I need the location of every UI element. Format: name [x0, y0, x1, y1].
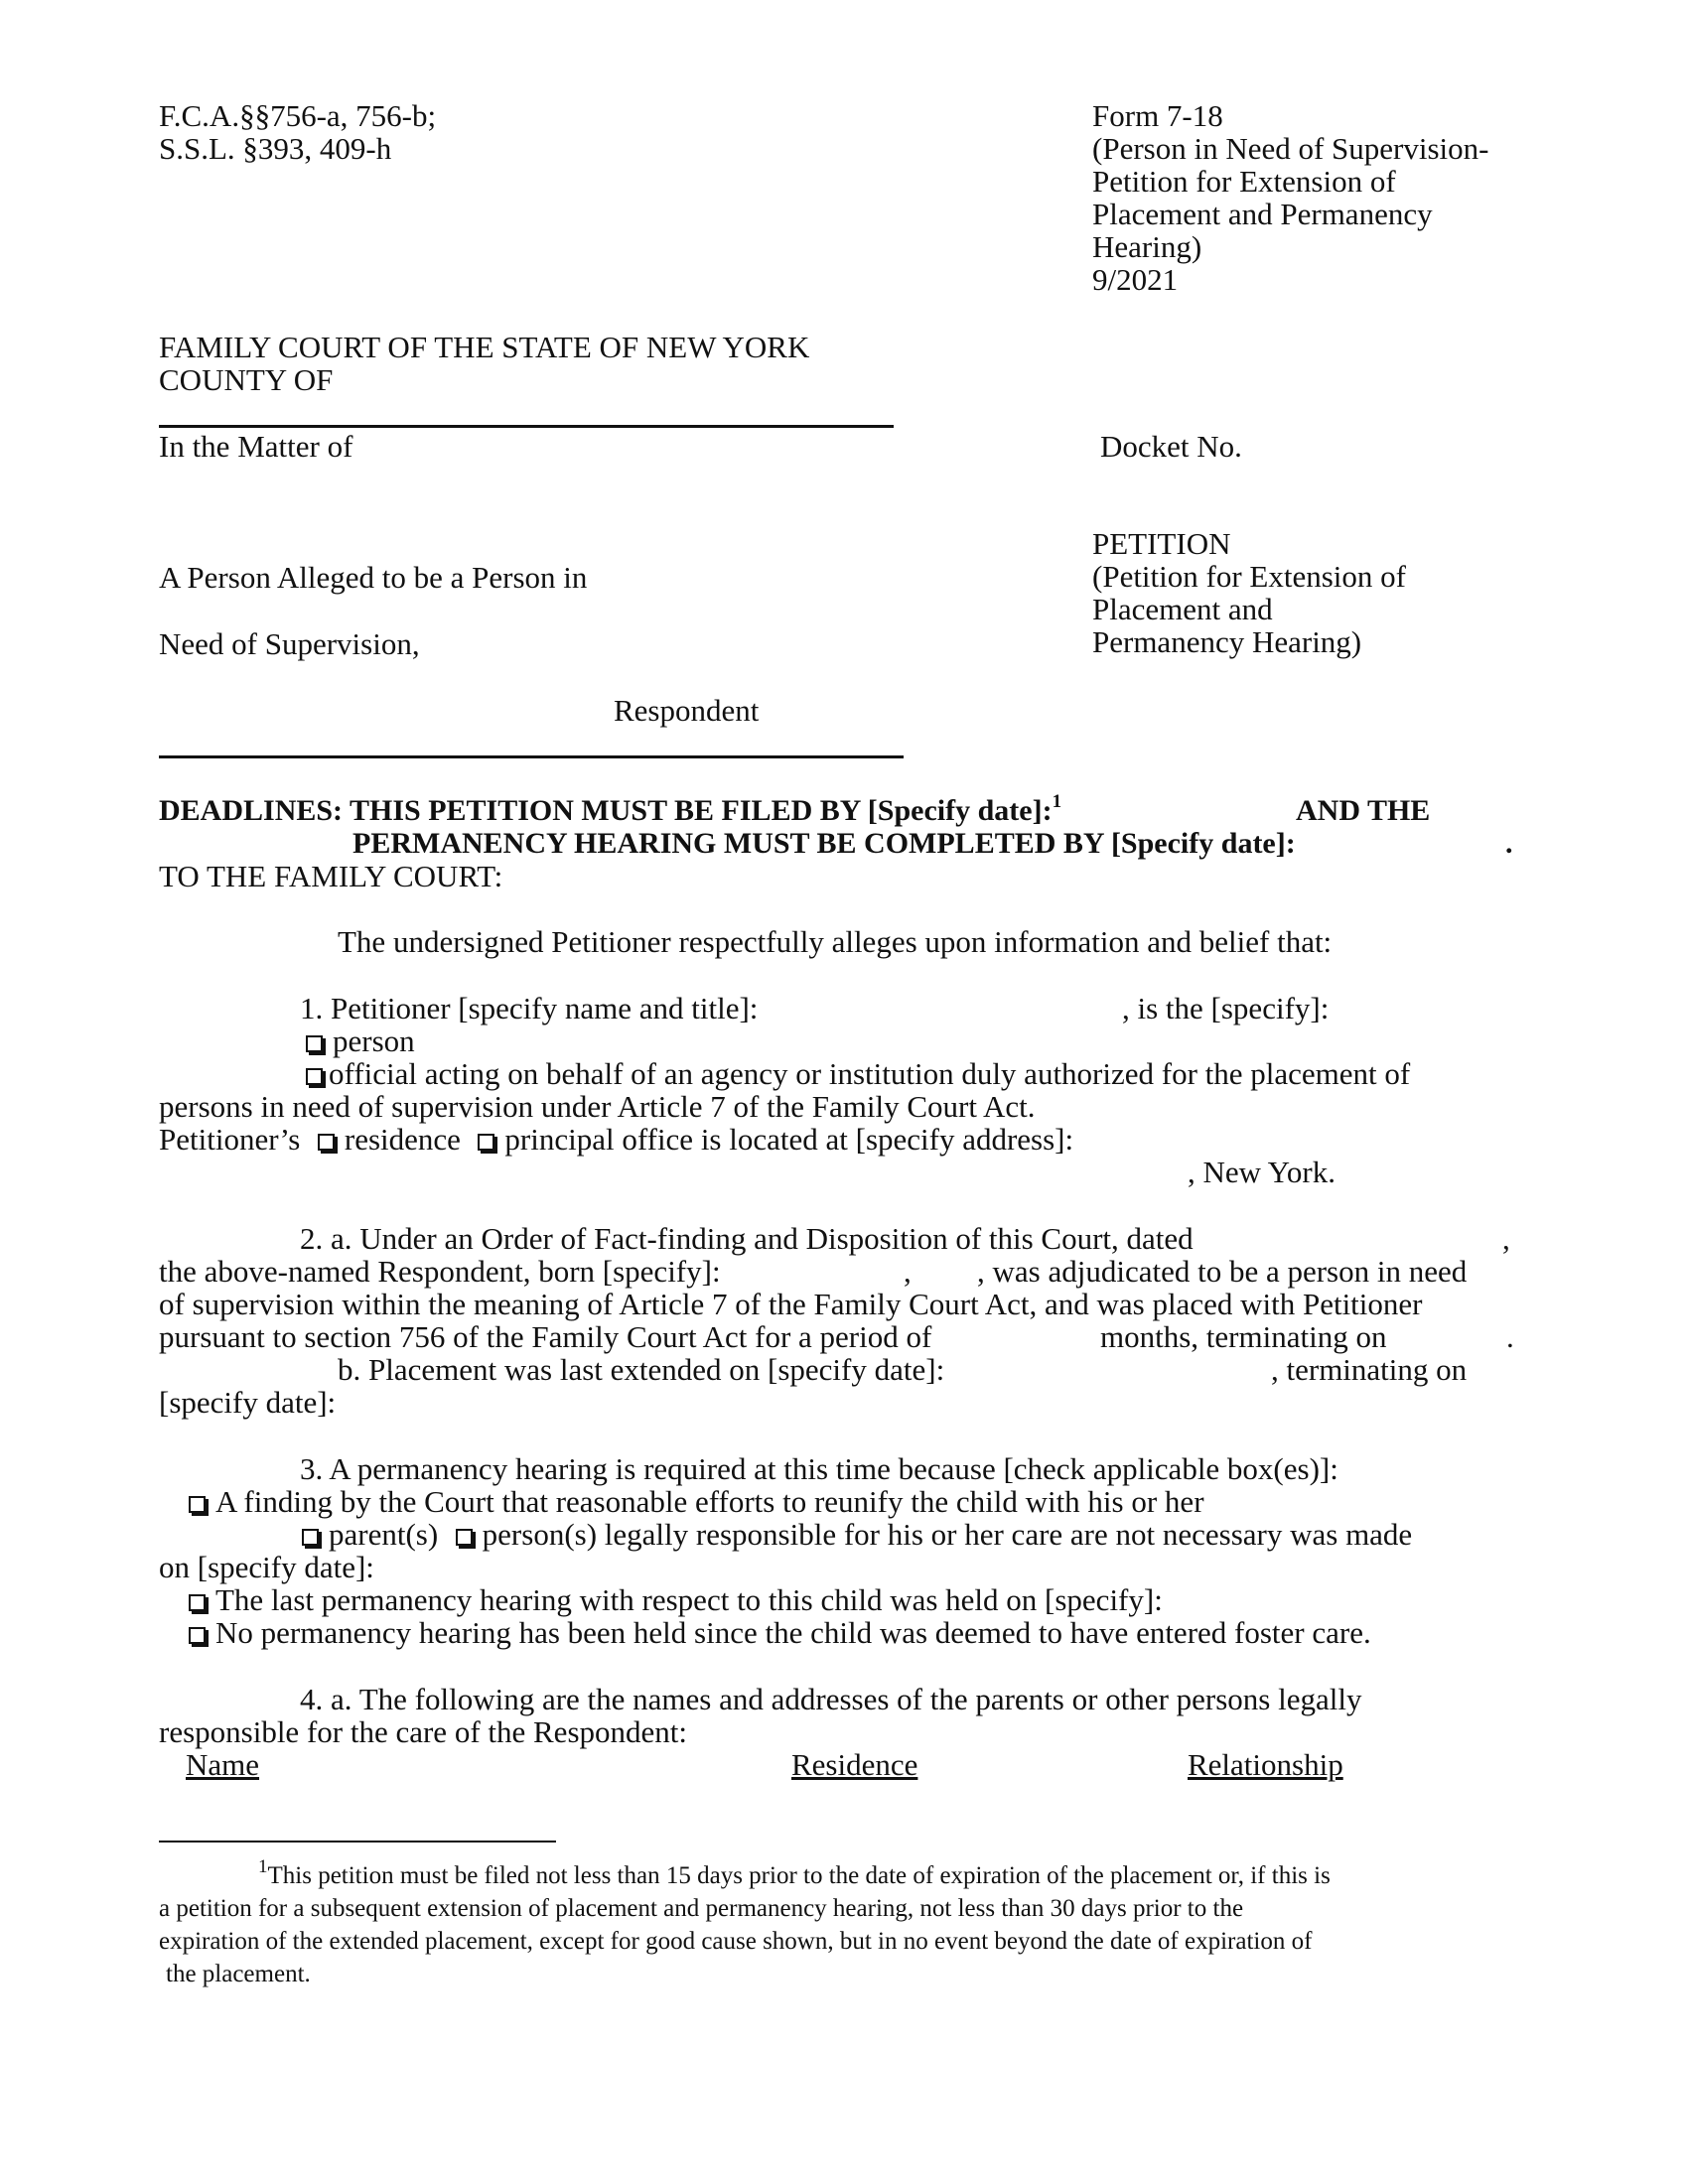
para3-on-date: on [specify date]: — [159, 1550, 374, 1584]
para4-line-2: responsible for the care of the Respondent: — [159, 1714, 687, 1749]
para2a-period: pursuant to section 756 of the Family Court Act for a period of — [159, 1319, 932, 1354]
form-description-4: Hearing) — [1092, 229, 1202, 264]
principal-office-checkbox[interactable] — [478, 1134, 494, 1151]
caption-bottom-rule — [159, 755, 904, 758]
deadline-period: . — [1505, 827, 1513, 860]
respondent-description-2: Need of Supervision, — [159, 626, 420, 661]
para2a-period-end: . — [1506, 1319, 1514, 1354]
para2b-specify-date: [specify date]: — [159, 1385, 337, 1420]
person-checkbox[interactable] — [306, 1035, 323, 1052]
para1-petitioner-lead: 1. Petitioner [specify name and title]: — [300, 991, 759, 1025]
court-name: FAMILY COURT OF THE STATE OF NEW YORK — [159, 330, 810, 364]
caption-top-rule — [159, 425, 894, 428]
statute-citation-1: F.C.A.§§756-a, 756-b; — [159, 98, 437, 133]
footnote-mark: 1 — [258, 1855, 268, 1877]
footnote-line-2: a petition for a subsequent extension of placement and permanency hearing, not less than 30 days prior to the — [159, 1895, 1244, 1922]
para3-option-no-hearing — [187, 1616, 1371, 1649]
petition-subtitle-3: Permanency Hearing) — [1092, 624, 1362, 659]
para1-is-the: , is the [specify]: — [1122, 991, 1330, 1025]
footnote-line-4: the placement. — [166, 1961, 311, 1987]
para2b-lead: b. Placement was last extended on [specify date]: — [338, 1352, 945, 1387]
residence-label: residence — [344, 1122, 461, 1157]
respondent-description-1: A Person Alleged to be a Person in — [159, 560, 588, 595]
docket-label: Docket No. — [1100, 429, 1242, 464]
official-label: official acting on behalf of an agency or institution duly authorized for the placement of — [329, 1056, 1411, 1091]
footnote-line-1: $^1$This petition must be filed not less than 15 days prior to the date of expiration of the placement or, if this is — [258, 1855, 1331, 1889]
parents-checkbox[interactable] — [302, 1529, 319, 1546]
footnote-rule — [159, 1841, 556, 1843]
no-hearing-checkbox[interactable] — [189, 1627, 206, 1644]
form-description-3: Placement and Permanency — [1092, 197, 1433, 231]
para1-location: Petitioner’s residence principal office is located at [specify address]: — [159, 1122, 1074, 1157]
parents-label: parent(s) — [329, 1517, 439, 1552]
para1-new-york: , New York. — [1188, 1155, 1336, 1189]
respondent-label: Respondent — [614, 693, 760, 728]
deadline-filing: DEADLINES: THIS PETITION MUST BE FILED BY [Specify date]:$^1$ — [159, 791, 1062, 827]
column-header-residence: Residence — [791, 1747, 918, 1782]
form-number: Form 7-18 — [1092, 98, 1223, 133]
deadline-and-the: AND THE — [1296, 794, 1431, 827]
para1-option-person — [304, 1024, 415, 1057]
para2a-born: the above-named Respondent, born [specify]: — [159, 1254, 721, 1289]
no-hearing-label: No permanency hearing has been held since the child was deemed to have entered foster care. — [215, 1615, 1371, 1650]
para1-continuation: persons in need of supervision under Article 7 of the Family Court Act. — [159, 1089, 1036, 1124]
intro-allegation: The undersigned Petitioner respectfully alleges upon information and belief that: — [338, 924, 1333, 959]
para2a-adjudicated: , was adjudicated to be a person in need — [977, 1254, 1468, 1289]
column-header-name: Name — [186, 1747, 260, 1782]
para3-option-last-hearing — [187, 1583, 1163, 1616]
last-hearing-checkbox[interactable] — [189, 1594, 206, 1611]
para2b-terminating: , terminating on — [1271, 1352, 1468, 1387]
matter-label: In the Matter of — [159, 429, 353, 464]
petition-subtitle-1: (Petition for Extension of — [1092, 559, 1406, 594]
form-revision-date: 9/2021 — [1092, 262, 1179, 297]
petition-title: PETITION — [1092, 526, 1231, 561]
residence-checkbox[interactable] — [318, 1134, 335, 1151]
para3-lead: 3. A permanency hearing is required at this time because [check applicable box(es)]: — [300, 1451, 1338, 1486]
reasonable-efforts-checkbox[interactable] — [189, 1496, 206, 1513]
principal-office-label: principal office is located at [specify address]: — [504, 1122, 1074, 1157]
para2a-lead: 2. a. Under an Order of Fact-finding and Disposition of this Court, dated — [300, 1221, 1194, 1256]
official-checkbox[interactable] — [306, 1068, 323, 1085]
salutation: TO THE FAMILY COURT: — [159, 859, 503, 893]
para4-line-1: 4. a. The following are the names and addresses of the parents or other persons legally — [300, 1682, 1362, 1716]
statute-citation-2: S.S.L. §393, 409-h — [159, 131, 392, 166]
para2a-comma: , — [1502, 1221, 1510, 1256]
para2a-born-comma: , — [904, 1254, 912, 1289]
deadline-permanency-hearing: PERMANENCY HEARING MUST BE COMPLETED BY [Specify date]: — [352, 827, 1296, 860]
persons-legally-responsible-label: person(s) legally responsible for his or her care are not necessary was made — [482, 1517, 1413, 1552]
form-description-1: (Person in Need of Supervision- — [1092, 131, 1489, 166]
person-label: person — [333, 1024, 415, 1058]
persons-legally-responsible-checkbox[interactable] — [456, 1529, 473, 1546]
para3-option-reasonable-efforts — [187, 1485, 1204, 1518]
footnote-reference: 1 — [1052, 791, 1062, 812]
para1-option-official — [304, 1057, 1410, 1090]
reasonable-efforts-label: A finding by the Court that reasonable efforts to reunify the child with his or her — [215, 1484, 1204, 1519]
footnote-line-3: expiration of the extended placement, except for good cause shown, but in no event beyond the date of expiration of — [159, 1928, 1313, 1955]
para3-parent-options — [300, 1518, 1412, 1551]
county-label: COUNTY OF — [159, 362, 334, 397]
last-hearing-label: The last permanency hearing with respect to this child was held on [specify]: — [215, 1582, 1163, 1617]
para2a-months: months, terminating on — [1100, 1319, 1387, 1354]
petition-subtitle-2: Placement and — [1092, 592, 1273, 626]
para2a-supervision: of supervision within the meaning of Article 7 of the Family Court Act, and was placed with Petitioner — [159, 1287, 1423, 1321]
column-header-relationship: Relationship — [1188, 1747, 1343, 1782]
form-description-2: Petition for Extension of — [1092, 164, 1396, 199]
